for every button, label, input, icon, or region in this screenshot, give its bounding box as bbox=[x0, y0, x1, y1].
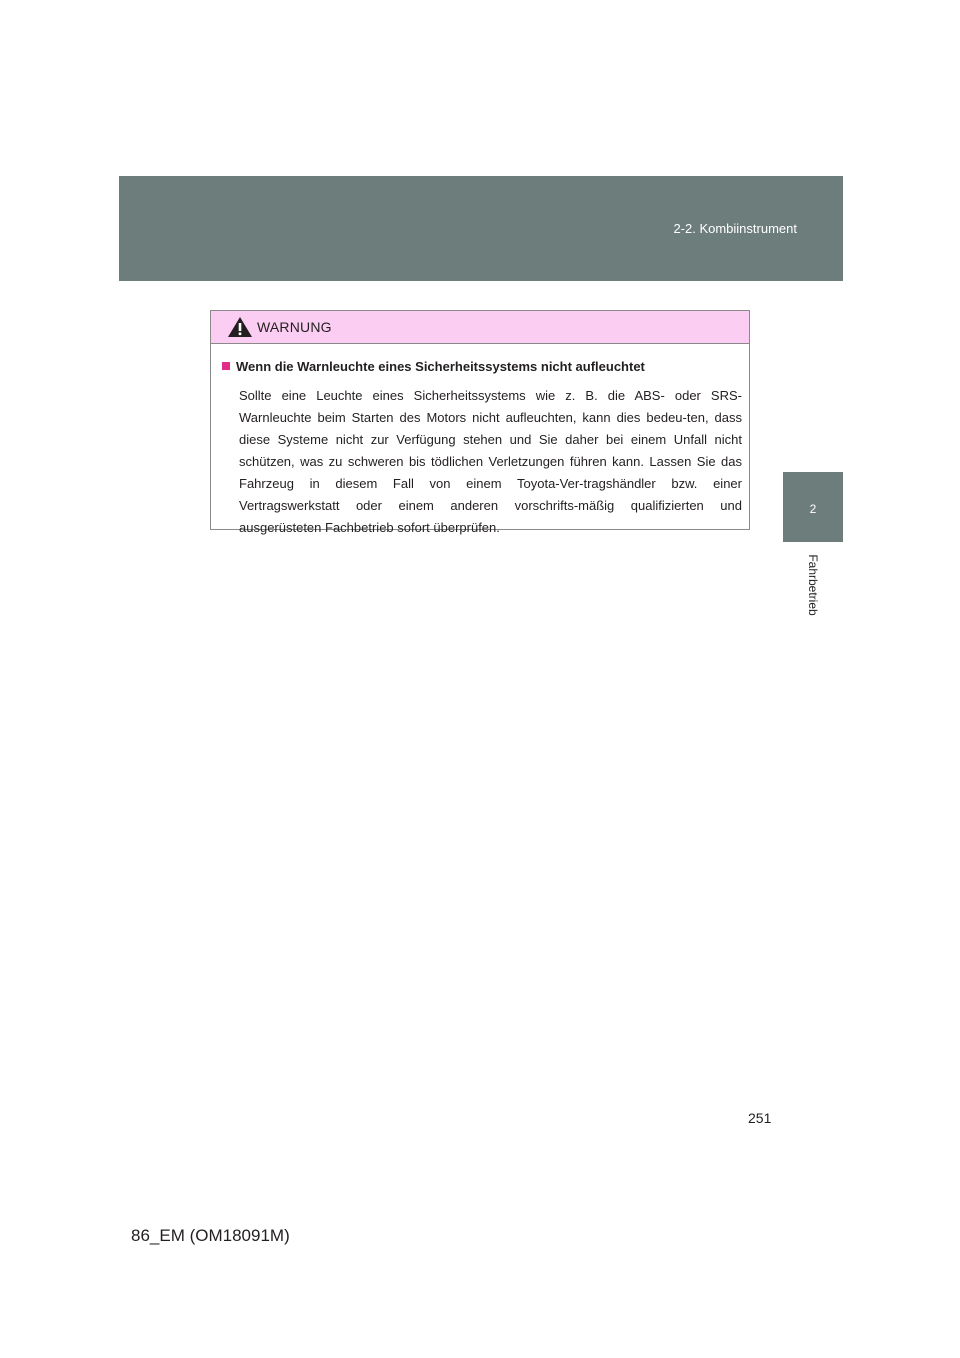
warning-heading-line bbox=[222, 358, 742, 375]
warning-box bbox=[210, 310, 750, 535]
warning-heading: Wenn die Warnleuchte eines Sicherheitssystems nicht aufleuchtet bbox=[236, 359, 645, 374]
bullet-square-icon bbox=[222, 362, 230, 370]
warning-header bbox=[211, 311, 749, 344]
header-band bbox=[119, 176, 843, 281]
warning-text: Sollte eine Leuchte eines Sicherheitssystems wie z. B. die ABS- oder SRS-Warnleuchte beim Starten des Motors nicht aufleuchten, kann dies bedeu-ten, dass diese Systeme nicht zur Verfügung stehen und Sie daher bei einem Unfall nicht schützen, was zu schweren bis tödlichen Verletzungen führen kann. Lassen Sie das Fahrzeug in diesem Fall von einem Toyota-Ver-tragshändler bzw. einer Vertragswerkstatt oder einem anderen vorschrifts-mäßig qualifizierten und ausgerüsteten Fachbetrieb sofort überprüfen. bbox=[239, 388, 742, 535]
section-label: 2-2. Kombiinstrument bbox=[673, 221, 797, 236]
warning-title: WARNUNG bbox=[257, 319, 332, 335]
chapter-tab bbox=[783, 472, 843, 542]
page-number: 251 bbox=[748, 1110, 772, 1126]
chapter-number: 2 bbox=[809, 502, 817, 516]
warning-body bbox=[211, 344, 749, 539]
document-code: 86_EM (OM18091M) bbox=[131, 1226, 290, 1245]
warning-triangle-icon bbox=[227, 316, 253, 338]
chapter-name: Fahrbetrieb bbox=[806, 554, 820, 616]
